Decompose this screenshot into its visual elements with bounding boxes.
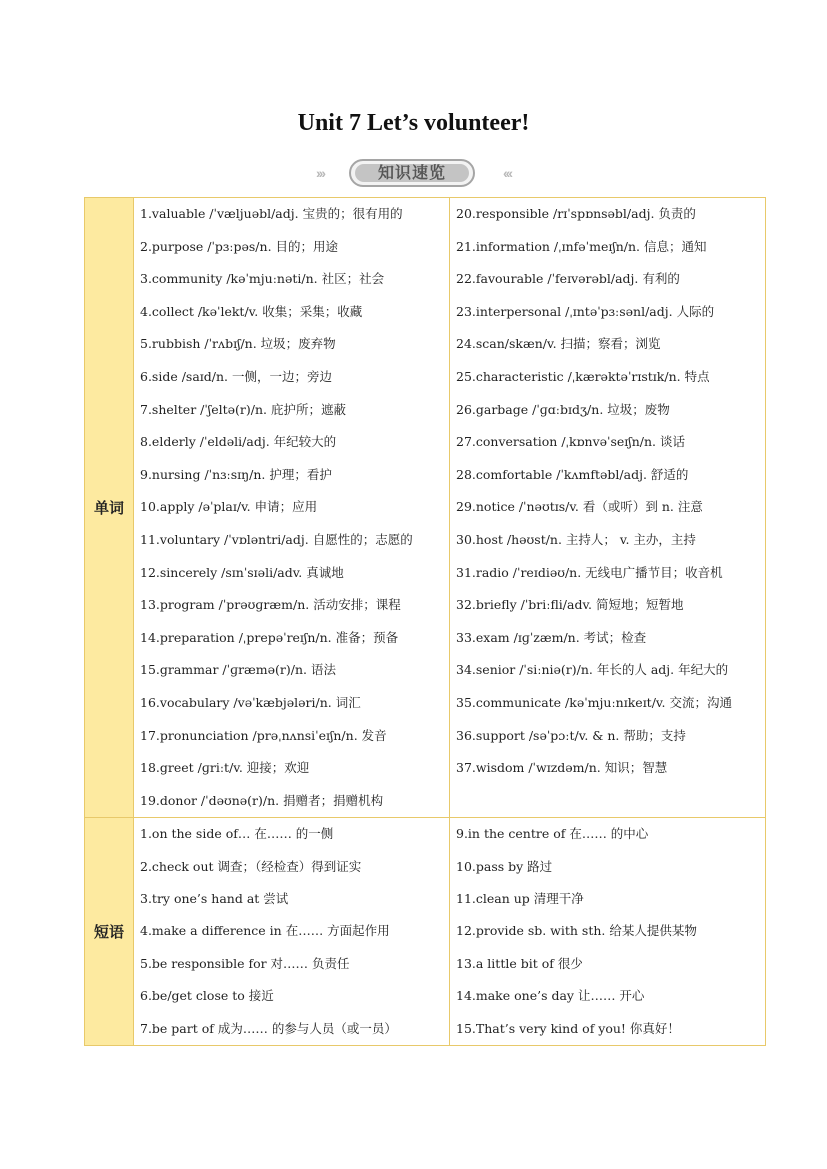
words-left-column <box>134 198 450 818</box>
phrase-entry: 13.a little bit of 很少 <box>456 955 583 971</box>
section-banner <box>313 158 513 192</box>
word-entry: 24.scan/skæn/v. 扫描；察看；浏览 <box>456 336 661 352</box>
word-entry: 13.program /ˈprəʊɡræm/n. 活动安排；课程 <box>140 597 401 613</box>
page-title: Unit 7 Let’s volunteer! <box>297 110 530 136</box>
word-entry: 12.sincerely /sɪnˈsɪəli/adv. 真诚地 <box>140 564 344 580</box>
phrases-category-label: 短语 <box>85 818 134 1046</box>
phrase-entry: 11.clean up 清理干净 <box>456 891 584 907</box>
word-entry: 6.side /saɪd/n. 一侧，一边；旁边 <box>140 368 332 384</box>
word-entry: 14.preparation /ˌprepəˈreɪʃn/n. 准备；预备 <box>140 629 399 645</box>
phrase-entry: 3.try one’s hand at 尝试 <box>140 891 289 907</box>
phrase-entry: 1.on the side of… 在…… 的一侧 <box>140 826 334 842</box>
phrase-entry: 14.make one’s day 让…… 开心 <box>456 988 645 1004</box>
word-entry: 32.briefly /ˈbriːfli/adv. 简短地；短暂地 <box>456 597 684 613</box>
word-entry: 31.radio /ˈreɪdiəʊ/n. 无线电广播节目；收音机 <box>456 564 723 580</box>
word-entry: 1.valuable /ˈvæljuəbl/adj. 宝贵的；很有用的 <box>140 206 403 221</box>
word-entry: 17.pronunciation /prəˌnʌnsiˈeɪʃn/n. 发音 <box>140 727 387 743</box>
word-entry: 9.nursing /ˈnɜːsɪŋ/n. 护理；看护 <box>140 466 332 482</box>
words-right-column <box>450 198 766 818</box>
phrase-entry: 7.be part of 成为…… 的参与人员（或一员） <box>140 1020 397 1036</box>
word-entry: 10.apply /əˈplaɪ/v. 申请；应用 <box>140 499 318 515</box>
phrase-entry: 10.pass by 路过 <box>456 858 553 874</box>
word-entry: 22.favourable /ˈfeɪvərəbl/adj. 有利的 <box>456 271 680 287</box>
word-entry: 15.grammar /ˈɡræmə(r)/n. 语法 <box>140 662 336 678</box>
word-entry: 18.greet /ɡriːt/v. 迎接；欢迎 <box>140 760 310 776</box>
word-entry: 20.responsible /rɪˈspɒnsəbl/adj. 负责的 <box>456 206 696 221</box>
phrases-section <box>85 818 766 1046</box>
phrase-entry: 5.be responsible for 对…… 负责任 <box>140 955 350 971</box>
word-entry: 3.community /kəˈmjuːnəti/n. 社区；社会 <box>140 271 385 287</box>
word-entry: 27.conversation /ˌkɒnvəˈseɪʃn/n. 谈话 <box>456 434 685 450</box>
word-entry: 19.donor /ˈdəʊnə(r)/n. 捐赠者；捐赠机构 <box>140 792 384 808</box>
words-category-label: 单词 <box>85 198 134 818</box>
phrase-entry: 6.be/get close to 接近 <box>140 988 274 1004</box>
phrase-entry: 15.That’s very kind of you! 你真好！ <box>456 1020 680 1036</box>
word-entry: 30.host /həʊst/n. 主持人； v. 主办，主持 <box>456 531 696 547</box>
vocabulary-table <box>84 197 766 1046</box>
word-entry: 33.exam /ɪɡˈzæm/n. 考试；检查 <box>456 629 647 645</box>
word-entry: 37.wisdom /ˈwɪzdəm/n. 知识；智慧 <box>456 760 668 776</box>
phrases-right-column <box>450 818 766 1046</box>
word-entry: 34.senior /ˈsiːniə(r)/n. 年长的人 adj. 年纪大的 <box>456 662 729 678</box>
phrase-entry: 4.make a difference in 在…… 方面起作用 <box>140 923 390 939</box>
word-entry: 35.communicate /kəˈmjuːnɪkeɪt/v. 交流；沟通 <box>456 694 732 710</box>
phrases-left-column <box>134 818 450 1046</box>
word-entry <box>450 785 765 818</box>
word-entry: 4.collect /kəˈlekt/v. 收集；采集；收藏 <box>140 303 363 319</box>
word-entry: 11.voluntary /ˈvɒləntri/adj. 自愿性的；志愿的 <box>140 531 413 547</box>
word-entry: 36.support /səˈpɔːt/v. & n. 帮助；支持 <box>456 727 686 743</box>
phrase-entry: 2.check out 调查；（经检查）得到证实 <box>140 858 362 874</box>
phrase-entry: 12.provide sb. with sth. 给某人提供某物 <box>456 923 697 939</box>
word-entry: 26.garbage /ˈɡɑːbɪdʒ/n. 垃圾；废物 <box>456 401 670 417</box>
chevron-left-icon: ‹‹‹ <box>503 165 511 181</box>
word-entry: 28.comfortable /ˈkʌmftəbl/adj. 舒适的 <box>456 466 689 482</box>
word-entry: 2.purpose /ˈpɜːpəs/n. 目的；用途 <box>140 238 339 254</box>
word-entry: 16.vocabulary /vəˈkæbjələri/n. 词汇 <box>140 694 361 710</box>
banner-label: 知识速览 <box>355 164 469 182</box>
chevron-right-icon: ››› <box>316 165 324 181</box>
word-entry: 7.shelter /ˈʃeltə(r)/n. 庇护所；遮蔽 <box>140 401 346 417</box>
phrase-entry: 9.in the centre of 在…… 的中心 <box>456 826 649 842</box>
words-section <box>85 198 766 818</box>
word-entry: 25.characteristic /ˌkærəktəˈrɪstɪk/n. 特点 <box>456 368 710 384</box>
word-entry: 29.notice /ˈnəʊtɪs/v. 看（或听）到 n. 注意 <box>456 499 703 515</box>
banner-pill <box>349 159 475 187</box>
word-entry: 21.information /ˌɪnfəˈmeɪʃn/n. 信息；通知 <box>456 238 707 254</box>
word-entry: 5.rubbish /ˈrʌbɪʃ/n. 垃圾；废弃物 <box>140 336 336 352</box>
word-entry: 8.elderly /ˈeldəli/adj. 年纪较大的 <box>140 434 337 450</box>
word-entry: 23.interpersonal /ˌɪntəˈpɜːsənl/adj. 人际的 <box>456 303 715 319</box>
